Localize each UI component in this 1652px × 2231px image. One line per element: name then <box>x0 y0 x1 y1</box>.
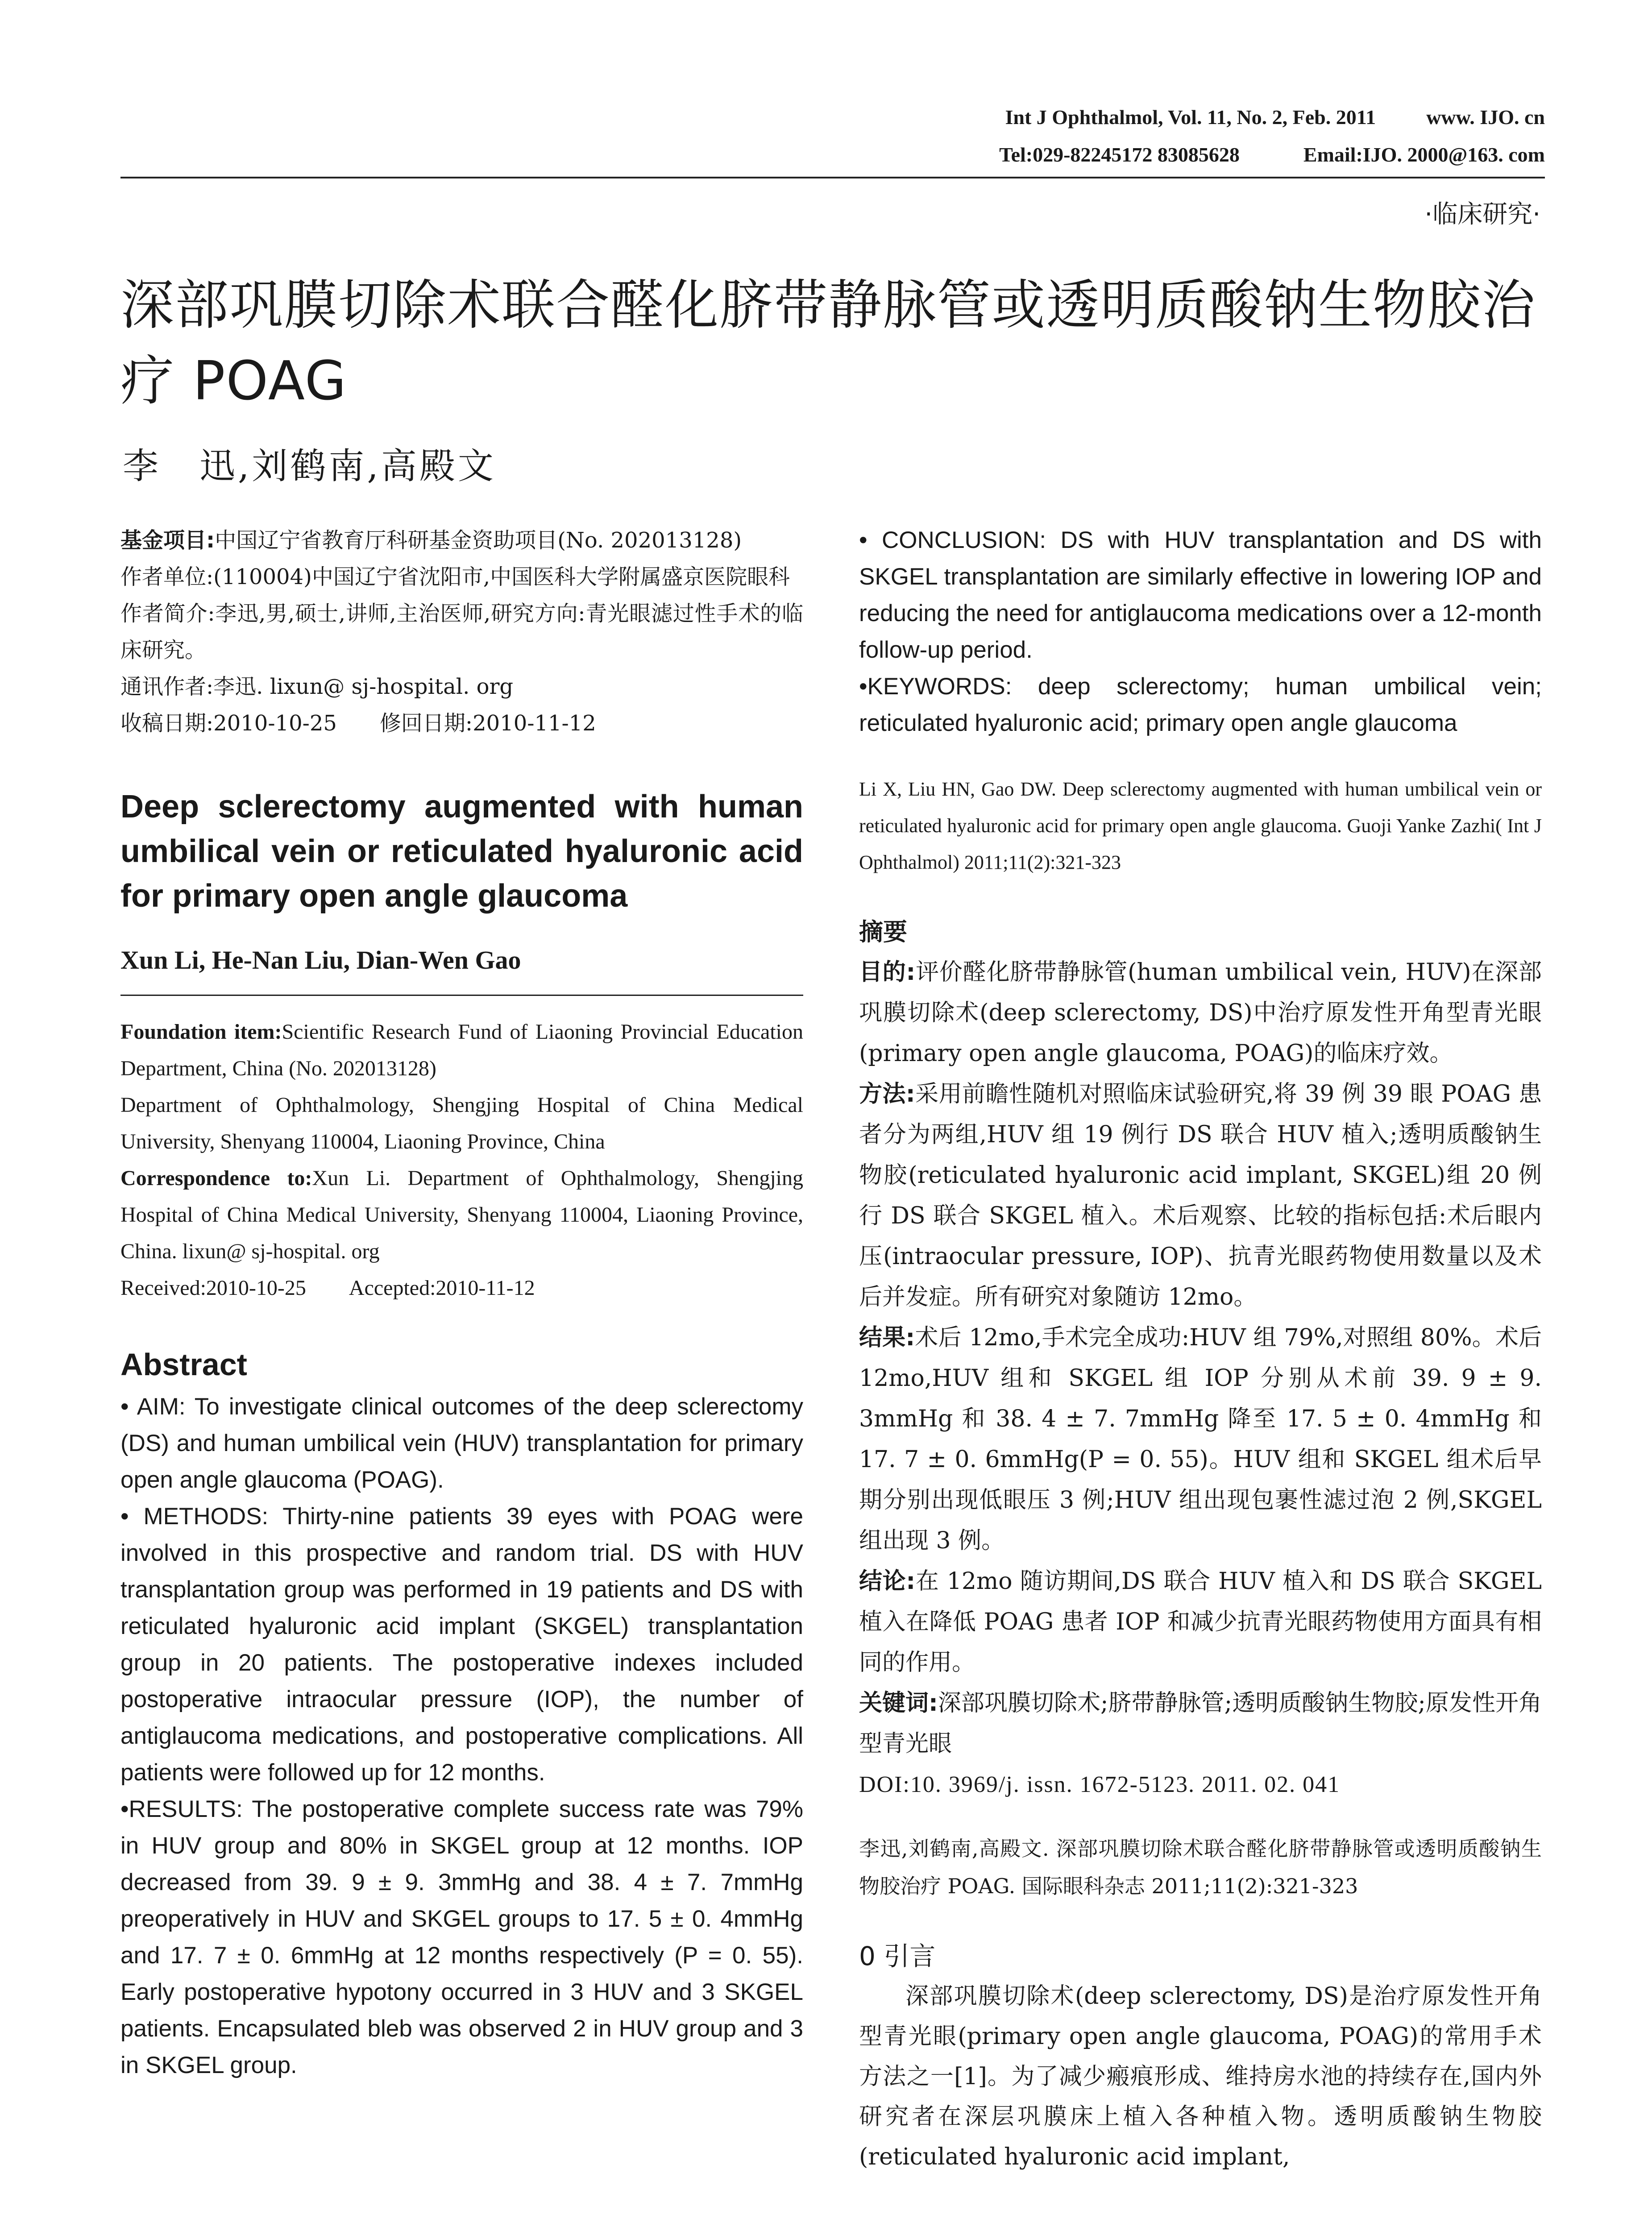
correspondence-en <box>120 1160 803 1270</box>
foundation-label-en: Foundation item: <box>120 1020 282 1044</box>
article-meta-cn <box>120 522 803 742</box>
introduction <box>859 1976 1542 2177</box>
dates-en: Received:2010-10-25 Accepted:2010-11-12 <box>120 1276 535 1300</box>
left-column <box>120 522 803 2084</box>
journal-header-line1 <box>1005 105 1545 129</box>
journal-email: Email:IJO. 2000@163. com <box>1303 143 1545 166</box>
affiliation-cn: 作者单位:(110004)中国辽宁省沈阳市,中国医科大学附属盛京医院眼科 <box>120 564 790 589</box>
abstract-methods: • METHODS: Thirty-nine patients 39 eyes with POAG were involved in this prospective and random trial. DS with HUV transplantation group was performed in 19 patients and DS with reticulated hyaluronic acid implant (SKGEL) transplantation group in 20 patients. The postoperative indexes included postoperative intraocular pressure (IOP), the number of antiglaucoma medications, and postoperative complications. All patients were followed up for 12 months. <box>120 1503 803 1786</box>
foundation-text-en: Scientific Research Fund of Liaoning Provincial Education Department, China (No. 202013128) <box>120 1020 803 1080</box>
abstract-cn-heading: 摘要 <box>859 918 907 946</box>
journal-website: www. IJO. cn <box>1426 106 1545 129</box>
abstract-cn-conclusion <box>859 1561 1542 1683</box>
foundation-text-cn: 中国辽宁省教育厅科研基金资助项目(No. 202013128) <box>215 528 742 553</box>
methods-text-cn: 采用前瞻性随机对照临床试验研究,将 39 例 39 眼 POAG 患者分为两组,HUV 组 19 例行 DS 联合 HUV 植入;透明质酸钠生物胶(reticulated hyaluronic acid implant, SKGEL)组 20 例行 DS 联合 SKGEL 植入。术后观察、比较的指标包括:术后眼内压(intraocular pressure, IOP)、抗青光眼药物使用数量以及术后并发症。所有研究对象随访 12mo。 <box>859 1081 1542 1310</box>
abstract-cn-methods <box>859 1074 1542 1318</box>
intro-paragraph: 深部巩膜切除术(deep sclerectomy, DS)是治疗原发性开角型青光眼(primary open angle glaucoma, POAG)的常用手术方法之一[1]。为了减少瘢痕形成、维持房水池的持续存在,国内外研究者在深层巩膜床上植入各种植入物。透明质酸钠生物胶(reticulated hyaluronic acid implant, <box>859 1983 1542 2170</box>
foundation-cn <box>120 522 803 559</box>
article-title-cn: 深部巩膜切除术联合醛化脐带静脉管或透明质酸钠生物胶治疗 POAG <box>120 274 1536 412</box>
aim-text-cn: 评价醛化脐带静脉管(human umbilical vein, HUV)在深部巩膜切除术(deep sclerectomy, DS)中治疗原发性开角型青光眼(primary open angle glaucoma, POAG)的临床疗效。 <box>859 959 1542 1067</box>
results-label-cn: 结果: <box>859 1324 915 1351</box>
correspondence-cn: 通讯作者:李迅. lixun@ sj-hospital. org <box>120 674 514 699</box>
author-rule <box>120 995 803 996</box>
article-title-en: Deep sclerectomy augmented with human umbilical vein or reticulated hyaluronic acid for primary open angle glaucoma <box>120 789 803 914</box>
methods-label-cn: 方法: <box>859 1081 915 1107</box>
dates-cn: 收稿日期:2010-10-25 修回日期:2010-11-12 <box>120 711 596 736</box>
correspondence-label-en: Correspondence to: <box>120 1166 312 1190</box>
foundation-en <box>120 1014 803 1087</box>
correspondence-text-en: Xun Li. Department of Ophthalmology, Shengjing Hospital of China Medical University, Shenyang 110004, Liaoning Province, China. lixun@ sj-hospital. org <box>120 1166 803 1263</box>
journal-info: Int J Ophthalmol, Vol. 11, No. 2, Feb. 2011 <box>1005 106 1376 129</box>
authors-cn: 李 迅,刘鹤南,高殿文 <box>123 445 496 487</box>
conclusion-text-cn: 在 12mo 随访期间,DS 联合 HUV 植入和 DS 联合 SKGEL 植入在降低 POAG 患者 IOP 和减少抗青光眼药物使用方面具有相同的作用。 <box>859 1568 1542 1676</box>
abstract-results: •RESULTS: The postoperative complete success rate was 79% in HUV group and 80% in SKGEL group at 12 months. IOP decreased from 39. 9 ± 9. 3mmHg and 38. 4 ± 7. 7mmHg preoperatively in HUV and SKGEL groups to 17. 5 ± 0. 4mmHg and 17. 7 ± 0. 6mmHg at 12 months respectively (P = 0. 55). Early postoperative hypotony occurred in 3 HUV and 3 SKGEL patients. Encapsulated bleb was observed 2 in HUV group and 3 in SKGEL group. <box>120 1796 803 2078</box>
abstract-en <box>120 1389 803 2084</box>
abstract-keywords: •KEYWORDS: deep sclerectomy; human umbilical vein; reticulated hyaluronic acid; primary open angle glaucoma <box>859 673 1542 736</box>
foundation-label-cn: 基金项目: <box>120 528 215 553</box>
section-tag: ·临床研究· <box>1424 200 1540 229</box>
department-en: Department of Ophthalmology, Shengjing Hospital of China Medical University, Shenyang 110004, Liaoning Province, China <box>120 1093 803 1153</box>
abstract-cn <box>859 952 1542 1805</box>
abstract-cn-aim <box>859 952 1542 1074</box>
abstract-aim: • AIM: To investigate clinical outcomes of the deep sclerectomy (DS) and human umbilical vein (HUV) transplantation for primary open angle glaucoma (POAG). <box>120 1393 803 1493</box>
abstract-cn-keywords <box>859 1683 1542 1764</box>
intro-heading: 0 引言 <box>859 1941 936 1971</box>
article-meta-en <box>120 1014 803 1306</box>
conclusion-label-cn: 结论: <box>859 1568 916 1595</box>
citation-cn: 李迅,刘鹤南,高殿文. 深部巩膜切除术联合醛化脐带静脉管或透明质酸钠生物胶治疗 POAG. 国际眼科杂志 2011;11(2):321-323 <box>859 1837 1542 1898</box>
citation-en: Li X, Liu HN, Gao DW. Deep sclerectomy augmented with human umbilical vein or reticulated hyaluronic acid for primary open angle glaucoma. Guoji Yanke Zazhi( Int J Ophthalmol) 2011;11(2):321-323 <box>859 778 1542 873</box>
aim-label-cn: 目的: <box>859 959 916 986</box>
authors-en: Xun Li, He-Nan Liu, Dian-Wen Gao <box>120 945 521 975</box>
results-text-cn: 术后 12mo,手术完全成功:HUV 组 79%,对照组 80%。术后 12mo,HUV 组和 SKGEL 组 IOP 分别从术前 39. 9 ± 9. 3mmHg 和 38. 4 ± 7. 7mmHg 降至 17. 5 ± 0. 4mmHg 和 17. 7 ± 0. 6mmHg(P = 0. 55)。HUV 组和 SKGEL 组术后早期分别出现低眼压 3 例;HUV 组出现包裹性滤过泡 2 例,SKGEL 组出现 3 例。 <box>859 1324 1542 1554</box>
right-column <box>859 522 1542 2177</box>
keywords-label-cn: 关键词: <box>859 1690 938 1717</box>
journal-header-line2 <box>999 143 1545 166</box>
abstract-heading: Abstract <box>120 1347 247 1382</box>
abstract-conclusion: • CONCLUSION: DS with HUV transplantation and DS with SKGEL transplantation are similarly effective in lowering IOP and reducing the need for antiglaucoma medications over a 12-month follow-up period. <box>859 527 1542 663</box>
journal-tel: Tel:029-82245172 83085628 <box>999 143 1240 166</box>
header-rule <box>120 177 1545 178</box>
doi: DOI:10. 3969/j. issn. 1672-5123. 2011. 02. 041 <box>859 1772 1341 1797</box>
abstract-en-continued <box>859 522 1542 742</box>
abstract-cn-results <box>859 1318 1542 1561</box>
keywords-text-cn: 深部巩膜切除术;脐带静脉管;透明质酸钠生物胶;原发性开角型青光眼 <box>859 1690 1542 1757</box>
author-bio-cn: 作者简介:李迅,男,硕士,讲师,主治医师,研究方向:青光眼滤过性手术的临床研究。 <box>120 601 803 663</box>
